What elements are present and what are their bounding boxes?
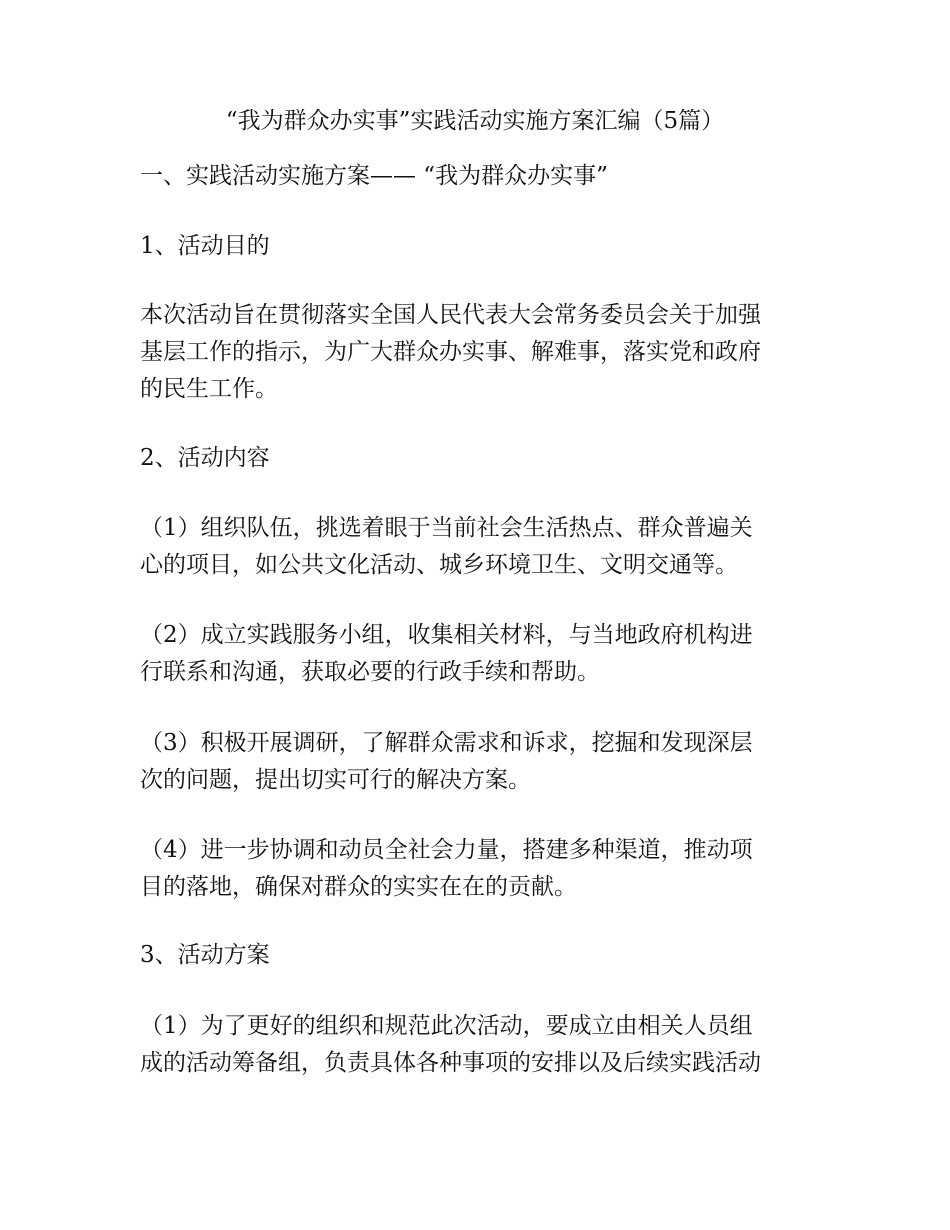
paragraph-line: （3）积极开展调研，了解群众需求和诉求，挖掘和发现深层 <box>140 730 753 756</box>
section-2-item-3 <box>140 725 820 799</box>
document-title: “我为群众办实事”实践活动实施方案汇编（5篇） <box>225 108 725 134</box>
heading-1-text: 一、实践活动实施方案—— “我为群众办实事” <box>140 163 608 189</box>
paragraph-line: 行联系和沟通，获取必要的行政手续和帮助。 <box>140 659 600 685</box>
heading-1 <box>140 158 820 195</box>
section-3-item-1 <box>140 1008 820 1082</box>
paragraph-line: （1）组织队伍，挑选着眼于当前社会生活热点、群众普遍关 <box>140 515 753 541</box>
section-2-item-2 <box>140 617 820 691</box>
paragraph-line: 基层工作的指示，为广大群众办实事、解难事，落实党和政府 <box>140 339 761 365</box>
section-2-heading <box>140 440 820 477</box>
section-2-item-1 <box>140 510 820 584</box>
paragraph-line: 本次活动旨在贯彻落实全国人民代表大会常务委员会关于加强 <box>140 302 761 328</box>
section-2-heading-text: 2、活动内容 <box>140 445 270 471</box>
section-3-heading <box>140 937 820 974</box>
paragraph-line: 成的活动筹备组，负责具体各种事项的安排以及后续实践活动 <box>140 1050 761 1076</box>
section-2-item-4 <box>140 832 820 906</box>
section-3-heading-text: 3、活动方案 <box>140 942 270 968</box>
paragraph-line: 目的落地，确保对群众的实实在在的贡献。 <box>140 874 577 900</box>
paragraph-line: 的民生工作。 <box>140 376 278 402</box>
section-1-heading-text: 1、活动目的 <box>140 233 270 259</box>
paragraph-line: （2）成立实践服务小组，收集相关材料，与当地政府机构进 <box>140 622 753 648</box>
section-1-heading <box>140 228 820 265</box>
section-1-paragraph <box>140 297 820 408</box>
paragraph-line: 次的问题，提出切实可行的解决方案。 <box>140 767 531 793</box>
paragraph-line: （4）进一步协调和动员全社会力量，搭建多种渠道，推动项 <box>140 837 753 863</box>
paragraph-line: （1）为了更好的组织和规范此次活动，要成立由相关人员组 <box>140 1013 753 1039</box>
paragraph-line: 心的项目，如公共文化活动、城乡环境卫生、文明交通等。 <box>140 552 738 578</box>
